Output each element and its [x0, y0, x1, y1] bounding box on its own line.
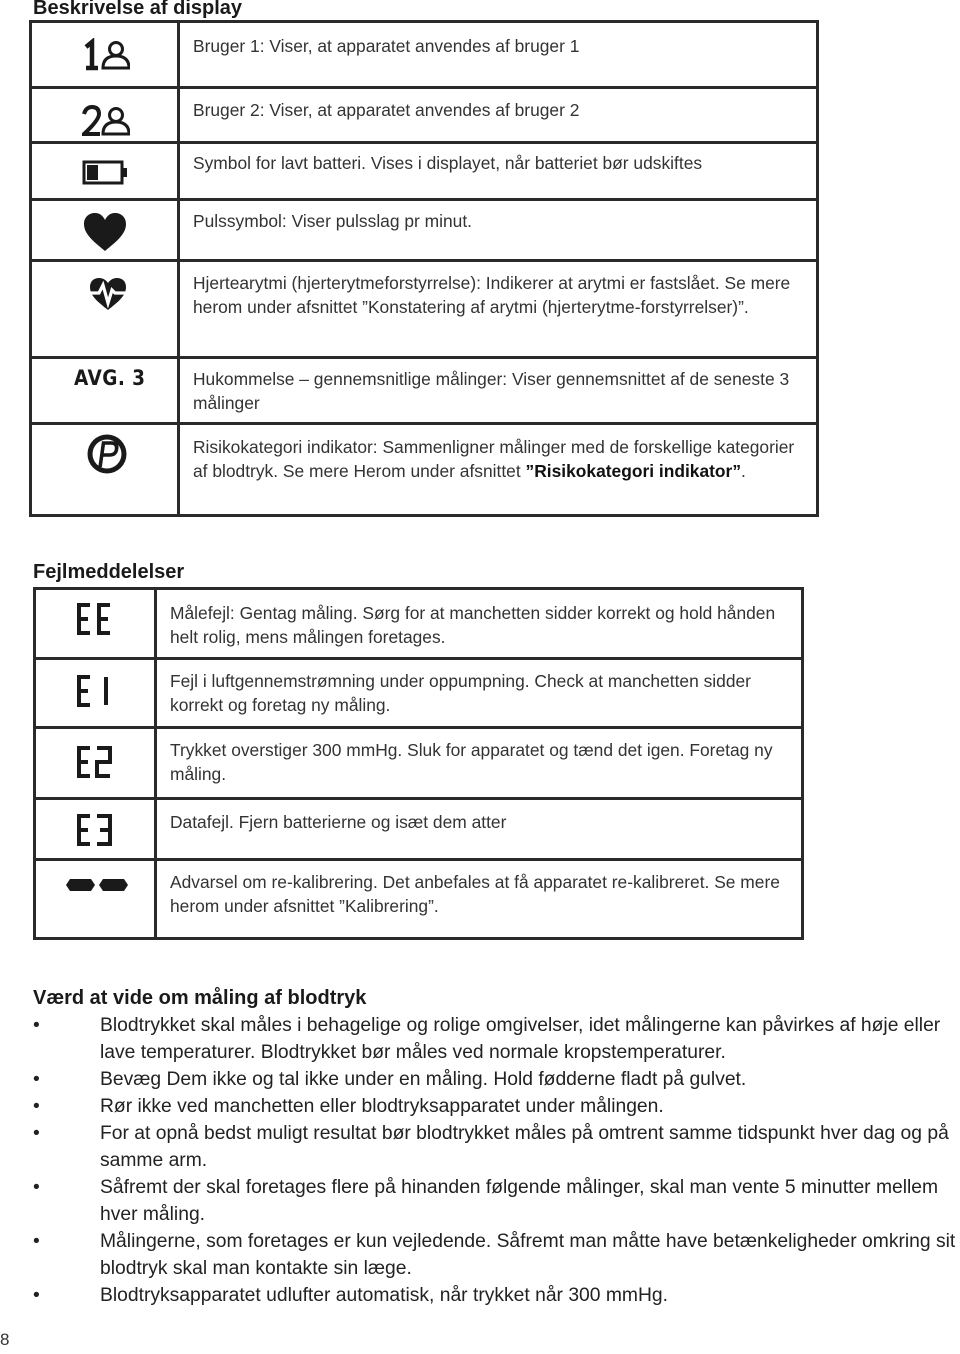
page-number: 8	[0, 1330, 10, 1349]
avg-3-icon: AVG. 3	[74, 366, 146, 390]
display-row-risk-category	[32, 425, 816, 514]
row-text: Symbol for lavt batteri. Vises i displayet, når batteriet bør udskiftes	[193, 153, 703, 173]
row-text: Hukommelse – gennemsnitlige målinger: Viser gennemsnittet af de seneste 3 målinger	[193, 369, 790, 413]
info-section-heading: Værd at vide om måling af blodtryk	[33, 987, 367, 1009]
list-item: • For at opnå bedst muligt resultat bør blodtrykket måles på omtrent samme tidspunkt hver dag og på samme arm.	[33, 1120, 958, 1174]
icon-cell	[36, 861, 157, 937]
row-text: Målefejl: Gentag måling. Sørg for at manchetten sidder korrekt og hold hånden helt rolig, mens målingen foretages.	[170, 603, 776, 647]
error-e1-icon	[76, 674, 116, 708]
icon-cell	[32, 89, 180, 141]
error-e3-icon	[76, 813, 116, 847]
error-row-e3	[36, 800, 801, 861]
risk-link-text: ”Risikokategori indikator”	[525, 460, 742, 481]
list-item: • Såfremt der skal foretages flere på hinanden følgende målinger, skal man vente 5 minutter mellem hver måling.	[33, 1174, 958, 1228]
row-text: Trykket overstiger 300 mmHg. Sluk for apparatet og tænd det igen. Foretag ny måling.	[170, 740, 773, 784]
icon-cell	[32, 144, 180, 198]
list-item: • Blodtryksapparatet udlufter automatisk, når trykket når 300 mmHg.	[33, 1282, 958, 1309]
row-text	[180, 425, 816, 514]
icon-cell	[36, 800, 157, 858]
error-row-e1	[36, 660, 801, 729]
list-item: • Bevæg Dem ikke og tal ikke under en måling. Hold fødderne fladt på gulvet.	[33, 1066, 958, 1093]
error-row-ee	[36, 590, 801, 660]
display-row-user-1	[32, 23, 816, 89]
icon-cell	[32, 425, 180, 514]
recalibration-dashes-icon	[64, 877, 132, 893]
row-text: Fejl i luftgennemstrømning under oppumpning. Check at manchetten sidder korrekt og foretag ny måling.	[170, 671, 751, 715]
risk-category-icon	[85, 432, 129, 476]
info-bullet-list	[33, 1012, 958, 1309]
row-text: Advarsel om re-kalibrering. Det anbefales at få apparatet re-kalibreret. Se mere herom under afsnittet ”Kalibrering”.	[170, 872, 780, 916]
row-text: Bruger 2: Viser, at apparatet anvendes af bruger 2	[193, 100, 580, 120]
row-text: Hjertearytmi (hjerterytmeforstyrrelse): Indikerer at arytmi er fastslået. Se mere herom under afsnittet ”Konstatering af arytmi (hjerterytme-forstyrrelser)”.	[193, 273, 791, 317]
row-text: Datafejl. Fjern batterierne og isæt dem atter	[170, 812, 507, 832]
icon-cell	[36, 590, 157, 657]
risk-text-end: .	[741, 460, 746, 481]
error-ee-icon	[76, 602, 116, 636]
display-row-low-battery	[32, 144, 816, 201]
display-section-heading: Beskrivelse af display	[33, 0, 243, 19]
icon-cell	[36, 729, 157, 797]
error-e2-icon	[76, 745, 116, 779]
icon-cell	[32, 23, 180, 86]
heart-icon	[83, 212, 127, 252]
display-row-user-2	[32, 89, 816, 144]
list-item: • Målingerne, som foretages er kun vejledende. Såfremt man måtte have betænkeligheder omkring sit blodtryk skal man kontakte sin læge.	[33, 1228, 958, 1282]
list-item: • Blodtrykket skal måles i behagelige og rolige omgivelser, idet målingerne kan påvirkes af høje eller lave temperaturer. Blodtrykket bør måles ved normale kropstemperaturer.	[33, 1012, 958, 1066]
error-row-e2	[36, 729, 801, 800]
icon-cell	[32, 262, 180, 356]
row-text: Bruger 1: Viser, at apparatet anvendes af bruger 1	[193, 36, 580, 56]
icon-cell	[32, 201, 180, 259]
user-2-icon	[82, 104, 130, 138]
icon-cell	[32, 359, 180, 422]
row-text: Pulssymbol: Viser pulsslag pr minut.	[193, 211, 473, 231]
display-row-avg-memory	[32, 359, 816, 425]
low-battery-icon	[82, 159, 130, 187]
list-item: • Rør ikke ved manchetten eller blodtryksapparatet under målingen.	[33, 1093, 958, 1120]
error-row-recalibration	[36, 861, 801, 937]
risk-text: Risikokategori indikator: Sammenligner målinger med de forskellige kategorier af blodtryk. Se mere Herom under afsnittet	[193, 437, 795, 481]
user-1-icon	[82, 38, 130, 72]
display-row-pulse	[32, 201, 816, 262]
display-row-arrhythmia	[32, 262, 816, 359]
arrhythmia-heart-icon	[88, 276, 128, 312]
display-symbols-table	[29, 20, 819, 517]
error-section-heading: Fejlmeddelelser	[33, 561, 185, 583]
error-messages-table	[33, 587, 804, 940]
icon-cell	[36, 660, 157, 726]
